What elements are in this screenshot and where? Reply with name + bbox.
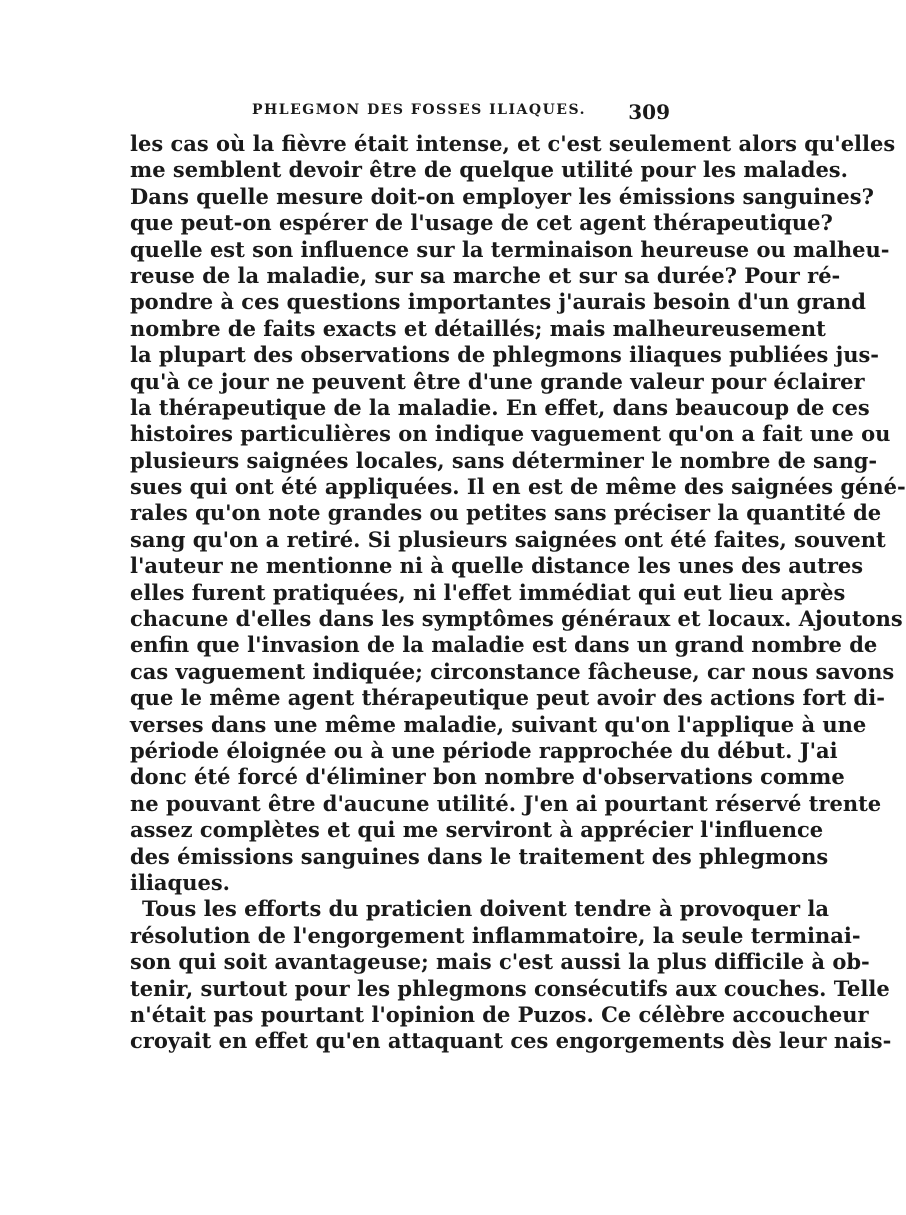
text-line: plusieurs saignées locales, sans déterminer le nombre de sang- [130, 447, 878, 473]
text-line: période éloignée ou à une période rapprochée du début. J'ai [130, 737, 838, 763]
text-line: l'auteur ne mentionne ni à quelle distance les unes des autres [130, 553, 864, 579]
text-line: la plupart des observations de phlegmons iliaques publiées jus- [130, 342, 879, 368]
running-head [130, 100, 670, 128]
running-title: PHLEGMON DES FOSSES ILIAQUES. [252, 102, 586, 118]
text-line: n'était pas pourtant l'opinion de Puzos. Ce célèbre accoucheur [130, 1001, 869, 1027]
text-line: verses dans une même maladie, suivant qu'on l'applique à une [130, 711, 867, 737]
text-line: croyait en effet qu'en attaquant ces engorgements dès leur nais- [130, 1028, 892, 1054]
text-line: tenir, surtout pour les phlegmons consécutifs aux couches. Telle [130, 975, 890, 1001]
text-line: iliaques. [130, 869, 230, 895]
text-line: Tous les efforts du praticien doivent tendre à provoquer la [142, 896, 830, 922]
text-line: que le même agent thérapeutique peut avoir des actions fort di- [130, 685, 885, 711]
text-line: assez complètes et qui me serviront à apprécier l'influence [130, 817, 824, 843]
text-line: quelle est son influence sur la terminaison heureuse ou malheu- [130, 236, 890, 262]
text-line: elles furent pratiquées, ni l'effet immédiat qui eut lieu après [130, 579, 846, 605]
text-line: son qui soit avantageuse; mais c'est aussi la plus difficile à ob- [130, 949, 870, 975]
text-line: enfin que l'invasion de la maladie est dans un grand nombre de [130, 632, 878, 658]
page-number: 309 [628, 100, 670, 124]
text-line: nombre de faits exacts et détaillés; mais malheureusement [130, 315, 826, 341]
text-line: chacune d'elles dans les symptômes généraux et locaux. Ajoutons [130, 606, 903, 632]
text-line: des émissions sanguines dans le traitement des phlegmons [130, 843, 829, 869]
text-line: donc été forcé d'éliminer bon nombre d'observations comme [130, 764, 845, 790]
text-line: cas vaguement indiquée; circonstance fâcheuse, car nous savons [130, 658, 895, 684]
text-line: reuse de la maladie, sur sa marche et sur sa durée? Pour ré- [130, 262, 841, 288]
text-line: sang qu'on a retiré. Si plusieurs saignées ont été faites, souvent [130, 526, 886, 552]
text-line: la thérapeutique de la maladie. En effet, dans beaucoup de ces [130, 394, 870, 420]
text-line: ne pouvant être d'aucune utilité. J'en ai pourtant réservé trente [130, 790, 882, 816]
text-line: Dans quelle mesure doit-on employer les émissions sanguines? [130, 183, 874, 209]
paragraph [130, 896, 892, 1054]
text-line: me semblent devoir être de quelque utilité pour les malades. [130, 157, 848, 183]
paragraph [130, 131, 906, 896]
body-text [130, 131, 906, 1055]
text-line: rales qu'on note grandes ou petites sans préciser la quantité de [130, 500, 882, 526]
text-line: les cas où la fièvre était intense, et c'est seulement alors qu'elles [130, 131, 896, 156]
text-line: résolution de l'engorgement inflammatoire, la seule terminai- [130, 922, 861, 948]
text-line: histoires particulières on indique vaguement qu'on a fait une ou [130, 421, 891, 447]
text-line: sues qui ont été appliquées. Il en est de même des saignées géné- [130, 474, 906, 500]
text-line: qu'à ce jour ne peuvent être d'une grande valeur pour éclairer [130, 368, 865, 394]
text-line: pondre à ces questions importantes j'aurais besoin d'un grand [130, 289, 866, 315]
text-line: que peut-on espérer de l'usage de cet agent thérapeutique? [130, 210, 833, 236]
